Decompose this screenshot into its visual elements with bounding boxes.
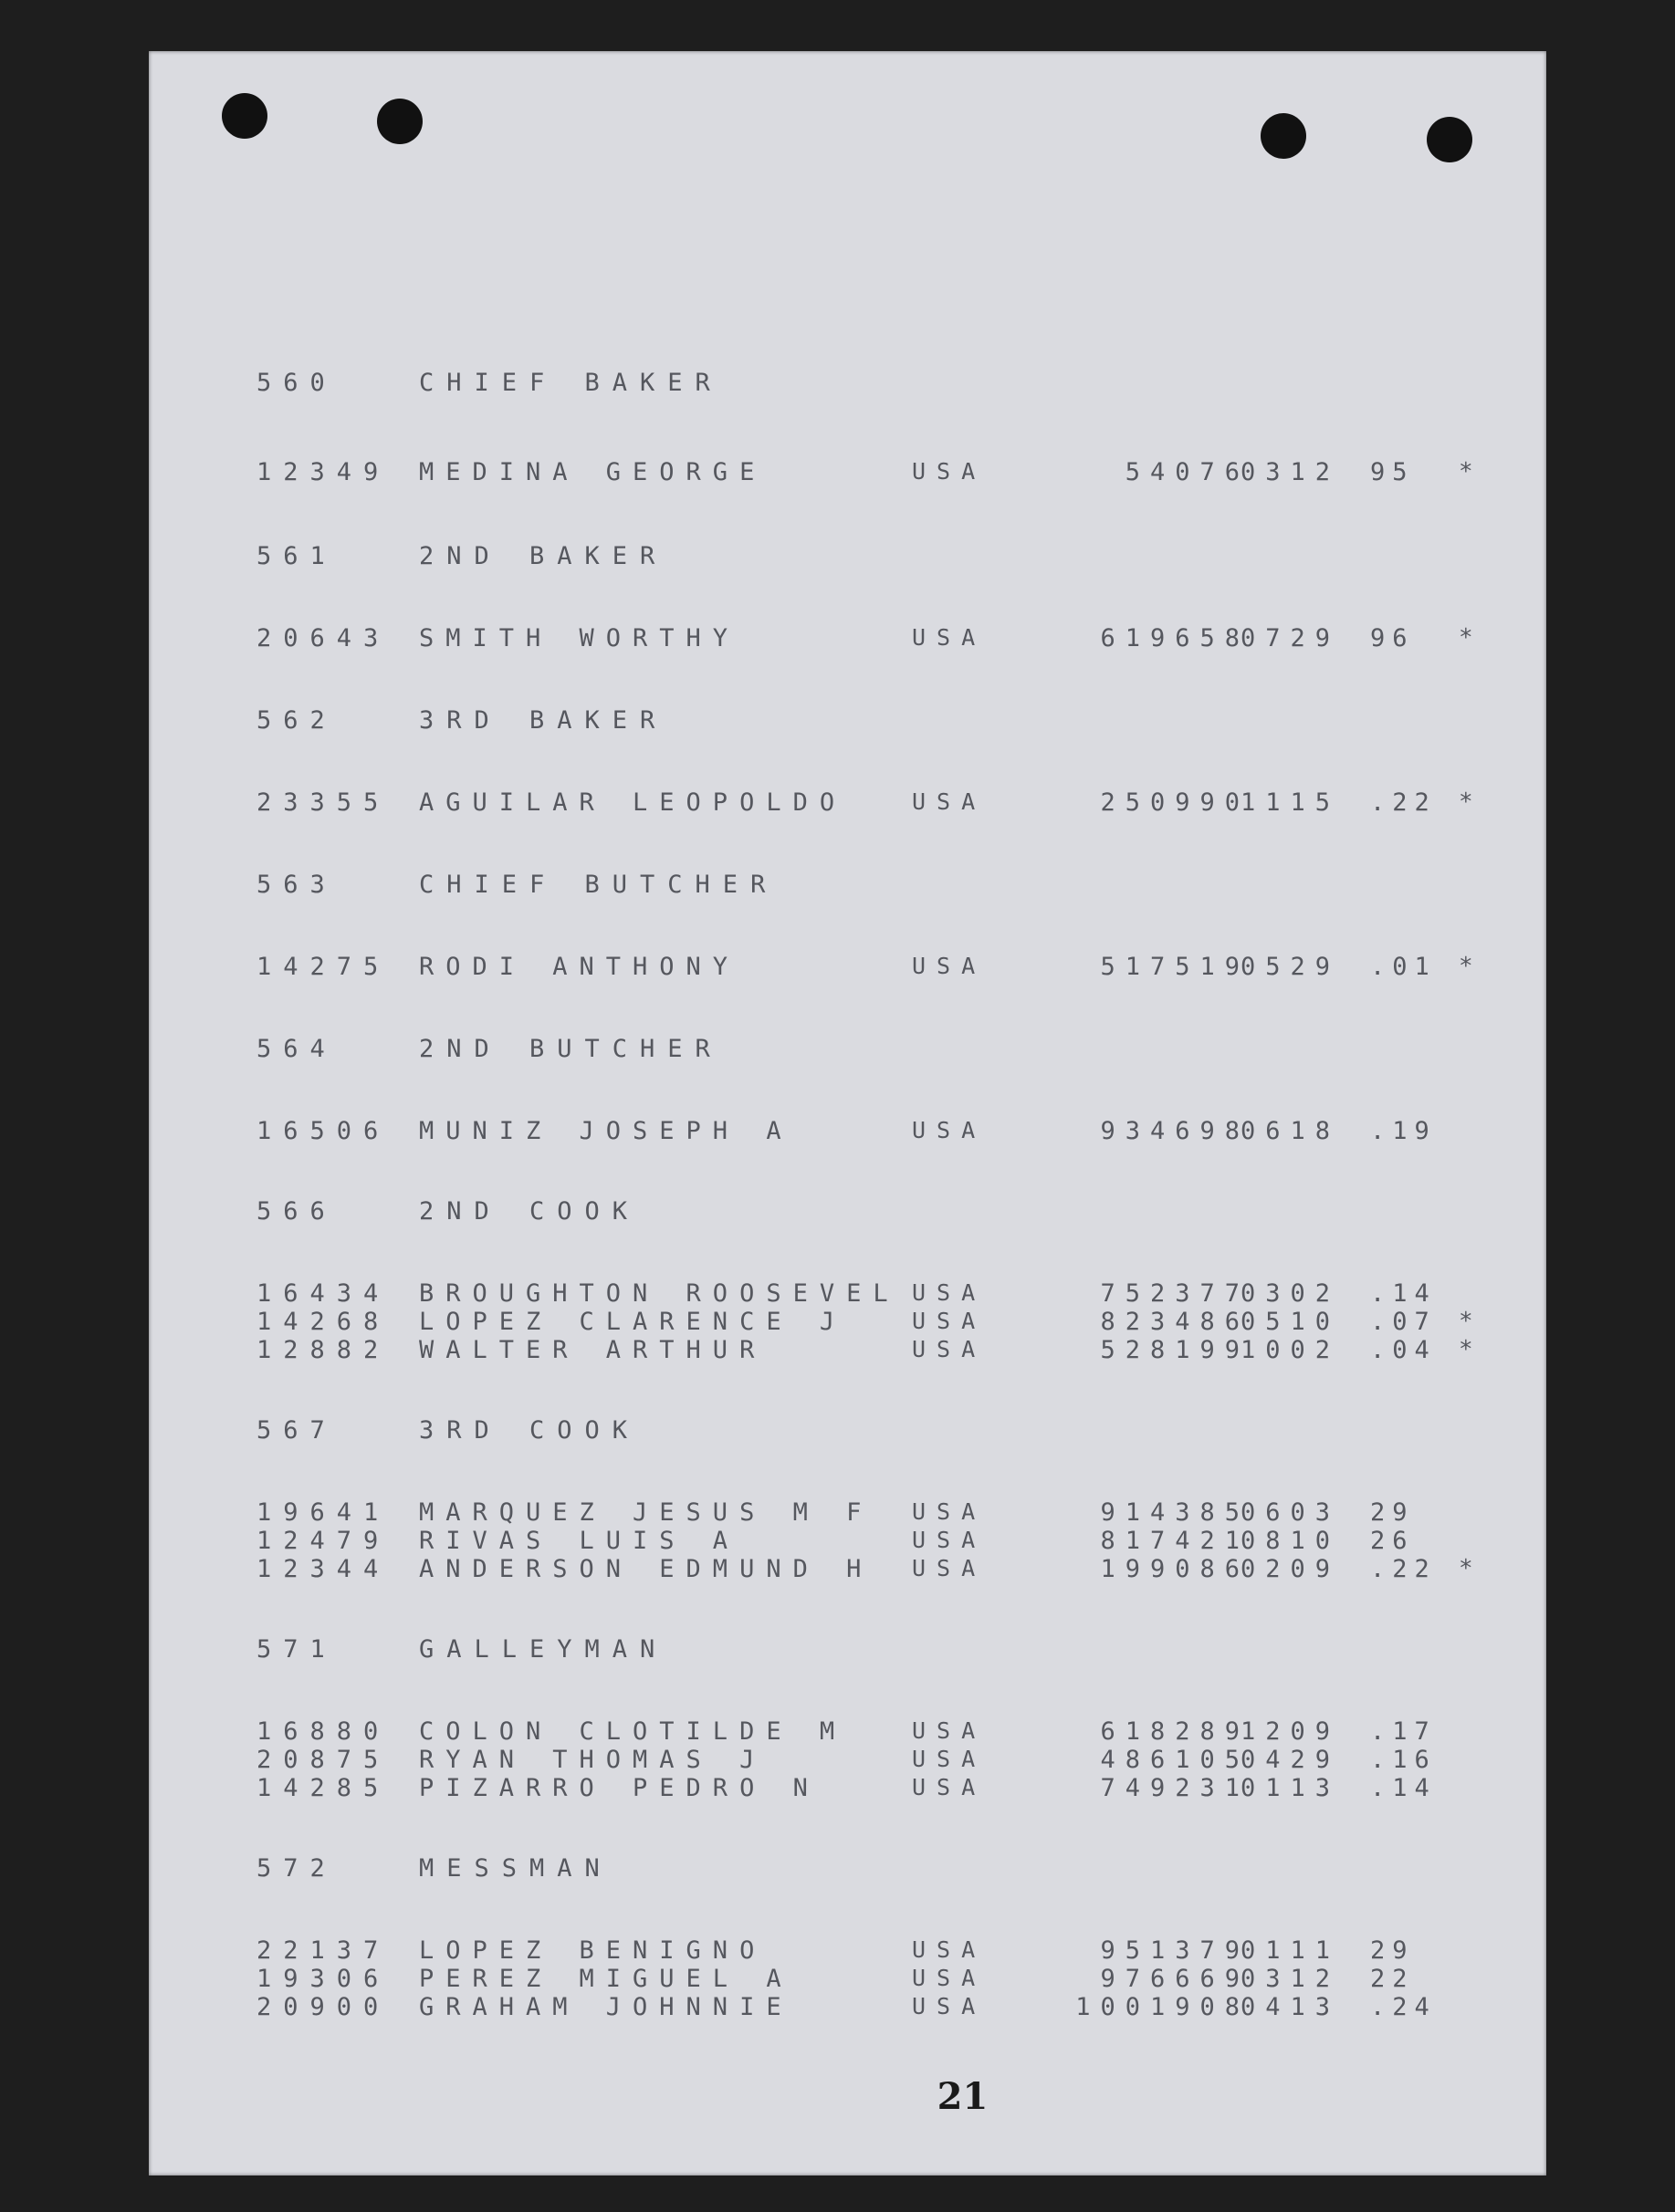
country: USA xyxy=(912,1965,987,1991)
table-row xyxy=(149,1555,1546,1584)
record-number: 1001908 xyxy=(1075,1993,1250,2021)
employee-id: 20900 xyxy=(256,1993,391,2021)
roster-listing xyxy=(149,51,1546,2175)
country: USA xyxy=(912,1555,987,1581)
section-title: 2ND COOK xyxy=(419,1197,641,1226)
record-number: 914385 xyxy=(1100,1498,1250,1527)
country: USA xyxy=(912,953,987,979)
table-row xyxy=(149,1936,1546,1966)
section-title: MESSMAN xyxy=(419,1854,612,1883)
employee-name: COLON CLOTILDE M xyxy=(419,1717,847,1746)
asterisk-mark: * xyxy=(1459,788,1473,816)
employee-id: 16434 xyxy=(256,1279,391,1308)
section-header xyxy=(149,706,1546,736)
table-row xyxy=(149,1746,1546,1775)
employee-id: 12349 xyxy=(256,458,391,486)
value: .14 xyxy=(1370,1279,1437,1308)
employee-name: MEDINA GEORGE xyxy=(419,458,767,486)
country: USA xyxy=(912,1279,987,1306)
value: .16 xyxy=(1370,1746,1437,1774)
record-number: 749231 xyxy=(1100,1774,1250,1802)
asterisk-mark: * xyxy=(1459,624,1473,652)
country: USA xyxy=(912,1993,987,2019)
date-code: 0729 xyxy=(1241,624,1341,652)
asterisk-mark: * xyxy=(1459,953,1473,980)
employee-id: 14268 xyxy=(256,1308,391,1336)
table-row xyxy=(149,1336,1546,1365)
record-number: 250990 xyxy=(1100,788,1250,817)
table-row xyxy=(149,1279,1546,1309)
value: .14 xyxy=(1370,1774,1437,1802)
employee-name: RODI ANTHONY xyxy=(419,953,740,981)
country: USA xyxy=(912,1746,987,1772)
date-code: 0603 xyxy=(1241,1498,1341,1527)
section-code: 572 xyxy=(256,1854,337,1883)
document-page xyxy=(149,51,1546,2175)
date-code: 0312 xyxy=(1241,458,1341,486)
section-header xyxy=(149,871,1546,900)
employee-name: WALTER ARTHUR xyxy=(419,1336,767,1364)
table-row xyxy=(149,1308,1546,1337)
value: .22 xyxy=(1370,1555,1437,1583)
date-code: 0529 xyxy=(1241,953,1341,981)
employee-name: LOPEZ BENIGNO xyxy=(419,1936,767,1965)
employee-name: MARQUEZ JESUS M F xyxy=(419,1498,874,1527)
date-code: 1115 xyxy=(1241,788,1341,817)
employee-id: 19306 xyxy=(256,1965,391,1993)
section-header xyxy=(149,542,1546,571)
section-code: 561 xyxy=(256,542,337,570)
table-row xyxy=(149,1717,1546,1747)
date-code: 0113 xyxy=(1241,1774,1341,1802)
table-row xyxy=(149,1117,1546,1146)
record-number: 528199 xyxy=(1100,1336,1250,1364)
section-title: GALLEYMAN xyxy=(419,1635,668,1664)
section-title: 2ND BUTCHER xyxy=(419,1035,723,1063)
section-title: 2ND BAKER xyxy=(419,542,668,570)
asterisk-mark: * xyxy=(1459,1555,1473,1582)
employee-id: 19641 xyxy=(256,1498,391,1527)
section-title: CHIEF BUTCHER xyxy=(419,871,779,899)
asterisk-mark: * xyxy=(1459,1308,1473,1335)
record-number: 934698 xyxy=(1100,1117,1250,1145)
section-code: 564 xyxy=(256,1035,337,1063)
employee-id: 12479 xyxy=(256,1527,391,1555)
record-number: 199086 xyxy=(1100,1555,1250,1583)
record-number: 951379 xyxy=(1100,1936,1250,1965)
employee-name: PEREZ MIGUEL A xyxy=(419,1965,793,1993)
country: USA xyxy=(912,1117,987,1143)
value: .07 xyxy=(1370,1308,1437,1336)
section-title: 3RD COOK xyxy=(419,1416,641,1445)
record-number: 486105 xyxy=(1100,1746,1250,1774)
value: .17 xyxy=(1370,1717,1437,1746)
date-code: 0810 xyxy=(1241,1527,1341,1555)
page-number-text: 21 xyxy=(937,2075,989,2118)
employee-name: SMITH WORTHY xyxy=(419,624,740,652)
section-header xyxy=(149,369,1546,398)
record-number: 823486 xyxy=(1100,1308,1250,1336)
section-title: CHIEF BAKER xyxy=(419,369,723,397)
table-row xyxy=(149,1527,1546,1556)
section-code: 562 xyxy=(256,706,337,735)
section-code: 560 xyxy=(256,369,337,397)
table-row xyxy=(149,458,1546,487)
value: 29 xyxy=(1370,1498,1415,1527)
record-number: 618289 xyxy=(1100,1717,1250,1746)
country: USA xyxy=(912,624,987,651)
value: 96 xyxy=(1370,624,1415,652)
employee-name: MUNIZ JOSEPH A xyxy=(419,1117,793,1145)
employee-name: LOPEZ CLARENCE J xyxy=(419,1308,847,1336)
table-row xyxy=(149,788,1546,818)
employee-name: AGUILAR LEOPOLDO xyxy=(419,788,847,817)
page-number xyxy=(149,2075,1546,2118)
asterisk-mark: * xyxy=(1459,458,1473,485)
employee-id: 12882 xyxy=(256,1336,391,1364)
value: .24 xyxy=(1370,1993,1437,2021)
country: USA xyxy=(912,1936,987,1963)
date-code: 0302 xyxy=(1241,1279,1341,1308)
table-row xyxy=(149,1965,1546,1994)
section-header xyxy=(149,1635,1546,1664)
date-code: 0413 xyxy=(1241,1993,1341,2021)
employee-id: 16506 xyxy=(256,1117,391,1145)
date-code: 0429 xyxy=(1241,1746,1341,1774)
record-number: 752377 xyxy=(1100,1279,1250,1308)
employee-name: RYAN THOMAS J xyxy=(419,1746,767,1774)
date-code: 1209 xyxy=(1241,1717,1341,1746)
value: .01 xyxy=(1370,953,1437,981)
record-number: 54076 xyxy=(1125,458,1250,486)
value: 26 xyxy=(1370,1527,1415,1555)
value: .19 xyxy=(1370,1117,1437,1145)
section-header xyxy=(149,1197,1546,1226)
employee-name: BROUGHTON ROOSEVEL xyxy=(419,1279,900,1308)
employee-id: 14275 xyxy=(256,953,391,981)
date-code: 0209 xyxy=(1241,1555,1341,1583)
value: 95 xyxy=(1370,458,1415,486)
date-code: 0510 xyxy=(1241,1308,1341,1336)
section-code: 563 xyxy=(256,871,337,899)
section-header xyxy=(149,1854,1546,1883)
value: 22 xyxy=(1370,1965,1415,1993)
employee-id: 20875 xyxy=(256,1746,391,1774)
country: USA xyxy=(912,1527,987,1553)
value: .04 xyxy=(1370,1336,1437,1364)
country: USA xyxy=(912,1498,987,1525)
record-number: 517519 xyxy=(1100,953,1250,981)
employee-id: 16880 xyxy=(256,1717,391,1746)
country: USA xyxy=(912,788,987,815)
record-number: 817421 xyxy=(1100,1527,1250,1555)
employee-name: RIVAS LUIS A xyxy=(419,1527,740,1555)
country: USA xyxy=(912,1308,987,1334)
employee-name: PIZARRO PEDRO N xyxy=(419,1774,820,1802)
country: USA xyxy=(912,458,987,485)
section-header xyxy=(149,1416,1546,1445)
employee-name: GRAHAM JOHNNIE xyxy=(419,1993,793,2021)
record-number: 619658 xyxy=(1100,624,1250,652)
country: USA xyxy=(912,1336,987,1362)
employee-id: 14285 xyxy=(256,1774,391,1802)
employee-id: 20643 xyxy=(256,624,391,652)
asterisk-mark: * xyxy=(1459,1336,1473,1363)
table-row xyxy=(149,624,1546,653)
section-code: 567 xyxy=(256,1416,337,1445)
table-row xyxy=(149,1993,1546,2022)
section-code: 566 xyxy=(256,1197,337,1226)
employee-id: 22137 xyxy=(256,1936,391,1965)
section-code: 571 xyxy=(256,1635,337,1664)
country: USA xyxy=(912,1774,987,1800)
section-title: 3RD BAKER xyxy=(419,706,668,735)
employee-id: 23355 xyxy=(256,788,391,817)
value: .22 xyxy=(1370,788,1437,817)
table-row xyxy=(149,1498,1546,1528)
employee-id: 12344 xyxy=(256,1555,391,1583)
table-row xyxy=(149,953,1546,982)
employee-name: ANDERSON EDMUND H xyxy=(419,1555,874,1583)
value: 29 xyxy=(1370,1936,1415,1965)
table-row xyxy=(149,1774,1546,1803)
country: USA xyxy=(912,1717,987,1744)
record-number: 976669 xyxy=(1100,1965,1250,1993)
date-code: 0618 xyxy=(1241,1117,1341,1145)
date-code: 0312 xyxy=(1241,1965,1341,1993)
date-code: 1002 xyxy=(1241,1336,1341,1364)
section-header xyxy=(149,1035,1546,1064)
date-code: 0111 xyxy=(1241,1936,1341,1965)
